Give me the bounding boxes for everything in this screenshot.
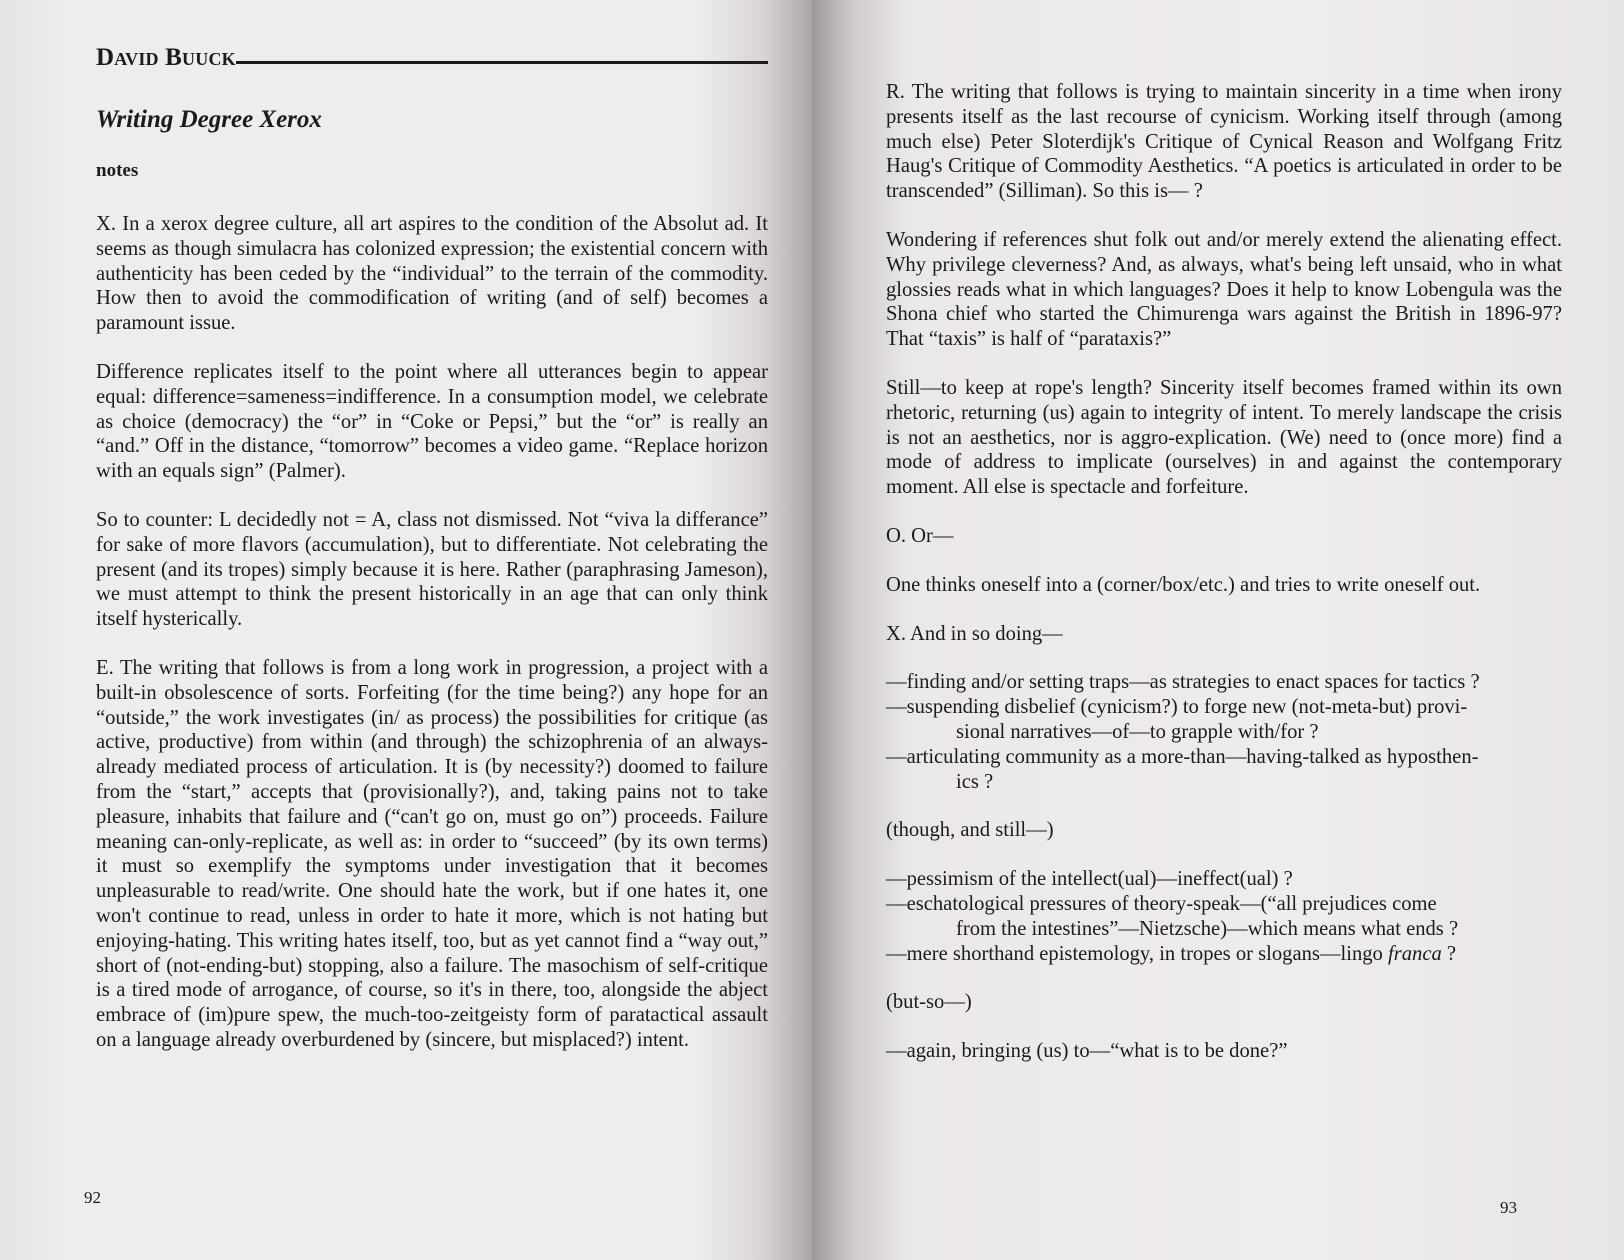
dash-item-eschatological-cont: from the intestines”—Nietzsche)—which means what ends ? — [956, 917, 1459, 940]
shorthand-text: —mere shorthand epistemology, in tropes or slogans—lingo — [886, 942, 1388, 965]
line-x-in-so-doing: X. And in so doing— — [886, 622, 1063, 645]
left-column — [96, 40, 768, 1053]
left-paragraph-e: E. The writing that follows is from a long work in progression, a project with a built-in obsolescence of sorts. Forfeiting (for the time being?) any hope for an “outside,” the work investigates (in/ as process) the possibilities for critique (as active, productive) from within (and through) the schizophrenia of an always-already mediated process of articulation. It is (by necessity?) doomed to failure from the “start,” accepts that (provisionally?), and, taking pains not to take pleasure, inhabits that failure and (“can't go on, must go on”) proceeds. Failure meaning can-only-replicate, as well as: in order to “succeed” (by its own terms) it must so exemplify the symptoms under investigation that it becomes unpleasurable to read/write. One should hate the work, but if one hates it, one won't continue to read, unless in order to hate it more, which is not hating but enjoying-hating. This writing hates itself, too, but as yet cannot find a “way out,” short of (not-ending-but) stopping, also a failure. The masochism of self-critique is a tired mode of arrogance, of course, so it's in there, too, alongside the abject embrace of (im)pure spew, the much-too-zeitgeisty form of paratactical assault on a language already overburdened by (sincere, but misplaced?) intent. — [96, 656, 768, 1051]
line-but-so: (but-so—) — [886, 991, 972, 1014]
line-what-is-to-be-done: —again, bringing (us) to—“what is to be done?” — [886, 1040, 1288, 1063]
dash-item-pessimism: —pessimism of the intellect(ual)—ineffect(ual) ? — [886, 868, 1293, 891]
notes-label: notes — [96, 160, 139, 181]
page-number-left: 92 — [84, 1188, 101, 1207]
line-o-or: O. Or— — [886, 524, 954, 547]
line-corner: One thinks oneself into a (corner/box/etc.) and tries to write oneself out. — [886, 573, 1481, 596]
shorthand-end: ? — [1441, 942, 1457, 965]
dash-item-shorthand — [886, 942, 1562, 967]
dash-item-traps: —finding and/or setting traps—as strategies to enact spaces for tactics ? — [886, 671, 1480, 694]
dash-item-eschatological: —eschatological pressures of theory-speak—(“all prejudices come — [886, 892, 1437, 915]
dash-item-suspending-cont: sional narratives—of—to grapple with/for ? — [956, 720, 1319, 743]
author-name: David Buuck — [96, 44, 236, 71]
dash-item-community: —articulating community as a more-than—having-talked as hyposthen- — [886, 745, 1479, 768]
dash-item-community-cont: ics ? — [956, 770, 994, 793]
shorthand-franca: franca — [1388, 942, 1442, 965]
right-paragraph-still: Still—to keep at rope's length? Sincerity itself becomes framed within its own rhetoric, returning (us) again to integrity of intent. To merely landscape the crisis is not an aesthetics, nor is aggro-explication. (We) need to (once more) find a mode of address to implicate (ourselves) in and against the contemporary moment. All else is spectacle and forfeiture. — [886, 376, 1562, 499]
essay-title: Writing Degree Xerox — [96, 106, 322, 133]
left-paragraph-x: X. In a xerox degree culture, all art aspires to the condition of the Absolut ad. It seems as though simulacra has colonized expression; the existential concern with authenticity has been ceded by the “individual” to the terrain of the commodity. How then to avoid the commodification of writing (and of self) becomes a paramount issue. — [96, 213, 768, 335]
line-though: (though, and still—) — [886, 819, 1054, 842]
right-paragraph-r: R. The writing that follows is trying to maintain sincerity in a time when irony presents itself as the last recourse of cynicism. Working itself through (among much else) Peter Sloterdijk's Critique of Cynical Reason and Wolfgang Fritz Haug's Critique of Commodity Aesthetics. “A poetics is articulated in order to be transcended” (Silliman). So this is— ? — [886, 81, 1562, 203]
right-column — [886, 80, 1562, 1064]
left-paragraph-counter: So to counter: L decidedly not = A, class not dismissed. Not “viva la differance” for sake of more flavors (accumulation), but to differentiate. Not celebrating the present (and its tropes) simply because it is here. Rather (paraphrasing Jameson), we must attempt to think the present historically in an age that can only think itself hysterically. — [96, 508, 768, 631]
left-paragraph-difference: Difference replicates itself to the point where all utterances begin to appear equal: difference=sameness=indifference. In a consumption model, we celebrate as choice (democracy) the “or” in “Coke or Pepsi,” but the “or” is really an “and.” Off in the distance, “tomorrow” becomes a video game. “Replace horizon with an equals sign” (Palmer). — [96, 360, 768, 483]
right-page — [812, 0, 1624, 1260]
header-rule — [236, 61, 768, 64]
page-number-right: 93 — [1500, 1198, 1517, 1217]
right-paragraph-wondering: Wondering if references shut folk out and/or merely extend the alienating effect. Why privilege cleverness? And, as always, what's being left unsaid, who in what glossies reads what in which languages? Does it help to know Lobengula was the Shona chief who started the Chimurenga wars against the British in 1896-97? That “taxis” is half of “parataxis?” — [886, 228, 1562, 351]
dash-item-suspending: —suspending disbelief (cynicism?) to forge new (not-meta-but) provi- — [886, 696, 1468, 719]
author-header — [96, 44, 768, 72]
